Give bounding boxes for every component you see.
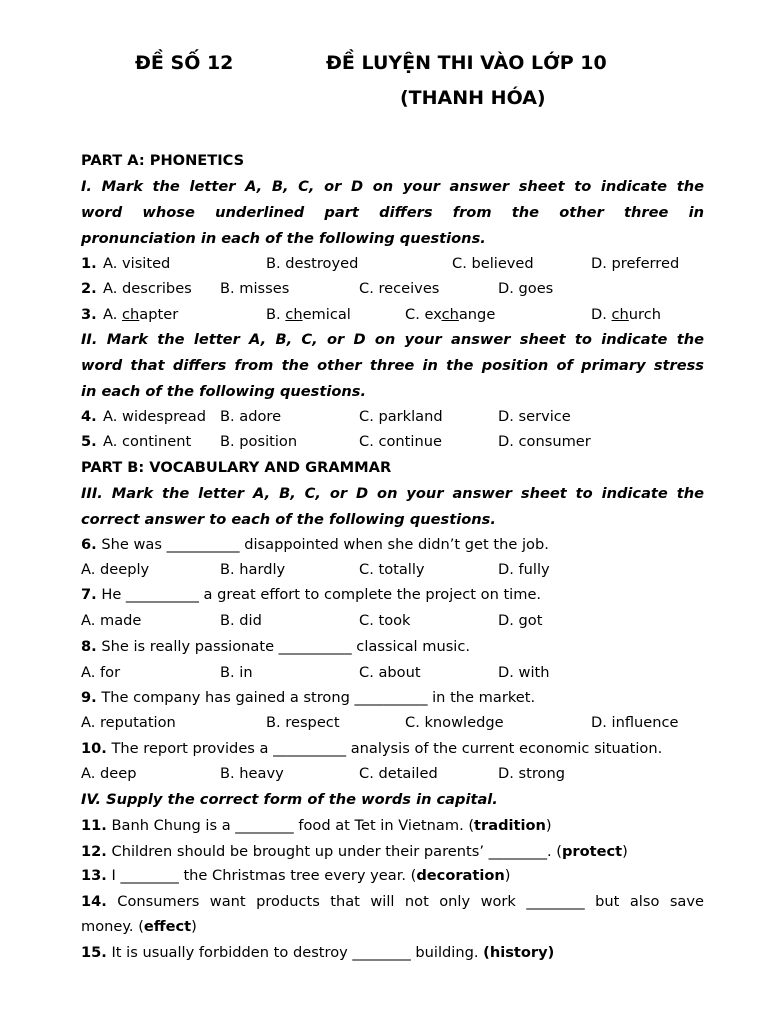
option-c: C. parkland xyxy=(359,408,443,425)
question-text: It is usually forbidden to destroy ________ building. xyxy=(106,944,484,961)
option-d xyxy=(591,306,661,324)
option-d: D. influence xyxy=(591,714,679,731)
underlined-part: ch xyxy=(611,306,629,323)
question-number: 11. xyxy=(81,817,107,834)
option-b: B. hardly xyxy=(220,561,286,578)
option-d: D. consumer xyxy=(498,433,591,450)
option-d: D. got xyxy=(498,612,543,629)
option-c: C. totally xyxy=(359,561,425,578)
option-b: B. respect xyxy=(266,714,340,731)
underlined-part: ch xyxy=(441,306,459,323)
section-2-instruction-line-2: word that differs from the other three in the position of primary stress xyxy=(81,357,704,374)
question-number: 13. xyxy=(81,867,107,884)
question-number: 8. xyxy=(81,638,97,655)
question-text: He __________ a great effort to complete the project on time. xyxy=(96,586,542,603)
option-a: A. continent xyxy=(103,433,192,450)
section-1-instruction-line-1: I. Mark the letter A, B, C, or D on your answer sheet to indicate the xyxy=(81,178,704,195)
word-in-capital: effect xyxy=(143,918,192,935)
option-b: B. heavy xyxy=(220,765,284,782)
question-text: Banh Chung is a ________ food at Tet in Vietnam. ( xyxy=(106,817,475,834)
question-number: 10. xyxy=(81,740,107,757)
option-suffix: apter xyxy=(139,306,179,323)
option-a: A. describes xyxy=(103,280,192,297)
question-text: I ________ the Christmas tree every year. ( xyxy=(106,867,417,884)
question-text: The report provides a __________ analysis of the current economic situation. xyxy=(106,740,663,757)
word-in-capital: tradition xyxy=(474,817,546,834)
section-4-instruction: IV. Supply the correct form of the words in capital. xyxy=(81,791,498,808)
question-10-stem xyxy=(81,740,704,758)
option-c: C. detailed xyxy=(359,765,438,782)
option-suffix: urch xyxy=(628,306,661,323)
underlined-part: ch xyxy=(285,306,303,323)
word-in-capital: decoration xyxy=(416,867,505,884)
option-c xyxy=(405,306,495,324)
question-text: money. ( xyxy=(81,918,144,935)
option-prefix: D. xyxy=(591,306,612,323)
question-text: She was __________ disappointed when she didn’t get the job. xyxy=(96,536,549,553)
option-a: A. reputation xyxy=(81,714,176,731)
option-prefix: B. xyxy=(266,306,286,323)
option-a: A. deep xyxy=(81,765,137,782)
option-c: C. about xyxy=(359,664,421,681)
question-number: 15. xyxy=(81,944,107,961)
closing-paren: ) xyxy=(545,817,552,834)
part-a-heading: PART A: PHONETICS xyxy=(81,152,245,169)
option-d: D. strong xyxy=(498,765,565,782)
option-b: B. did xyxy=(220,612,262,629)
exam-number: ĐỀ SỐ 12 xyxy=(135,52,234,74)
section-3-instruction-line-2: correct answer to each of the following questions. xyxy=(81,511,496,528)
option-b: B. destroyed xyxy=(266,255,359,272)
part-b-heading: PART B: VOCABULARY AND GRAMMAR xyxy=(81,459,392,476)
question-number: 4. xyxy=(81,408,97,425)
option-suffix: ange xyxy=(458,306,496,323)
option-a: A. widespread xyxy=(103,408,206,425)
question-number: 9. xyxy=(81,689,97,706)
question-number: 6. xyxy=(81,536,97,553)
option-a: A. made xyxy=(81,612,142,629)
option-c: C. believed xyxy=(452,255,534,272)
question-number: 12. xyxy=(81,843,107,860)
word-in-capital: protect xyxy=(561,843,623,860)
closing-paren: ) xyxy=(504,867,511,884)
question-11 xyxy=(81,817,704,835)
section-2-instruction-line-1: II. Mark the letter A, B, C, or D on your answer sheet to indicate the xyxy=(81,331,704,348)
word-in-capital: (history) xyxy=(483,944,555,961)
question-14-line-1 xyxy=(81,893,704,911)
option-d: D. with xyxy=(498,664,550,681)
question-15 xyxy=(81,944,704,962)
section-3-instruction-line-1: III. Mark the letter A, B, C, or D on your answer sheet to indicate the xyxy=(81,485,704,502)
question-number: 1. xyxy=(81,255,97,272)
question-8-stem xyxy=(81,638,704,656)
option-c: C. knowledge xyxy=(405,714,504,731)
section-1-instruction-line-2: word whose underlined part differs from the other three in xyxy=(81,204,704,221)
option-c: C. receives xyxy=(359,280,440,297)
option-a xyxy=(103,306,178,324)
option-prefix: C. ex xyxy=(405,306,442,323)
option-a: A. deeply xyxy=(81,561,150,578)
option-b: B. adore xyxy=(220,408,282,425)
option-b xyxy=(266,306,351,324)
question-text: She is really passionate __________ classical music. xyxy=(96,638,471,655)
option-b: B. in xyxy=(220,664,253,681)
question-number: 5. xyxy=(81,433,97,450)
option-d: D. service xyxy=(498,408,571,425)
question-number: 2. xyxy=(81,280,97,297)
closing-paren: ) xyxy=(622,843,628,860)
option-a: A. for xyxy=(81,664,121,681)
option-d: D. fully xyxy=(498,561,550,578)
option-a: A. visited xyxy=(103,255,171,272)
question-text: The company has gained a strong __________ in the market. xyxy=(96,689,536,706)
option-c: C. took xyxy=(359,612,411,629)
section-1-instruction-line-3: pronunciation in each of the following questions. xyxy=(81,230,486,247)
question-6-stem xyxy=(81,536,704,554)
question-number: 14. xyxy=(81,893,107,910)
option-b: B. misses xyxy=(220,280,290,297)
exam-subtitle: (THANH HÓA) xyxy=(400,87,546,109)
option-suffix: emical xyxy=(302,306,351,323)
question-13 xyxy=(81,867,704,885)
exam-title: ĐỀ LUYỆN THI VÀO LỚP 10 xyxy=(326,52,607,74)
question-text: Children should be brought up under their parents’ ________. ( xyxy=(106,843,562,860)
question-7-stem xyxy=(81,586,704,604)
question-number: 7. xyxy=(81,586,97,603)
question-number: 3. xyxy=(81,306,97,323)
closing-paren: ) xyxy=(191,918,197,935)
question-14-line-2 xyxy=(81,918,704,936)
question-9-stem xyxy=(81,689,704,707)
section-2-instruction-line-3: in each of the following questions. xyxy=(81,383,366,400)
option-b: B. position xyxy=(220,433,298,450)
underlined-part: ch xyxy=(122,306,140,323)
option-c: C. continue xyxy=(359,433,442,450)
question-12 xyxy=(81,843,704,861)
question-text: Consumers want products that will not only work ________ but also save xyxy=(106,893,704,910)
option-d: D. goes xyxy=(498,280,554,297)
option-prefix: A. xyxy=(103,306,123,323)
option-d: D. preferred xyxy=(591,255,680,272)
